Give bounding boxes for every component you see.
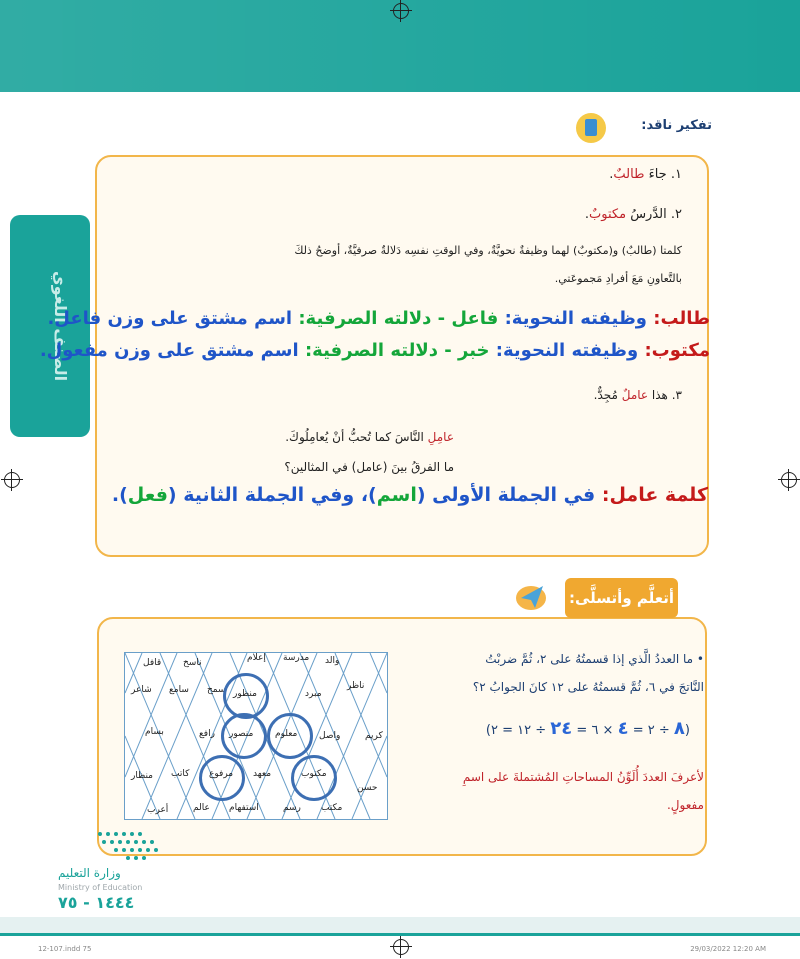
item-1: ١. جاءَ طالبٌ. <box>609 167 682 182</box>
grid-word: سمح <box>207 685 226 695</box>
learn-and-play-title: أتعلَّم وأتسلَّى: <box>565 578 678 618</box>
grid-word: ناسخ <box>183 658 202 668</box>
grid-word: منظور <box>233 689 257 699</box>
grid-word: رسم <box>283 803 301 813</box>
bottom-band <box>0 917 800 936</box>
instruction-line-1: لأعرفَ العددَ أُلَوِّنُ المساحاتِ المُشتملةَ على اسمِ <box>462 770 704 784</box>
grid-word: شاعر <box>131 685 152 695</box>
grid-word: بسام <box>145 727 164 737</box>
ministry-logo-icon <box>96 828 162 866</box>
grid-word: مبرد <box>305 689 322 699</box>
print-file-info: 12-107.indd 75 <box>38 945 92 953</box>
section-title: تفكير ناقد: <box>641 118 712 133</box>
riddle-line-1: • ما العددُ الَّذي إذا قسمتُهُ على ٢، ثُمَّ ضربْتُ <box>485 652 704 666</box>
grid-word: مرفوع <box>209 769 234 779</box>
grid-word: منظار <box>131 771 154 781</box>
grid-word: مكتب <box>321 803 343 813</box>
grid-word: منصور <box>229 729 254 739</box>
item-3-line-2: عامِلِ النَّاسَ كما تُحبُّ أنْ يُعامِلُوكَ. <box>285 430 454 444</box>
item-3-question: ما الفرقُ بينَ (عامل) في المثالين؟ <box>284 460 454 474</box>
grid-word: رافع <box>199 729 215 739</box>
answer-amil: كلمة عامل: في الجملة الأولى (اسم)، وفي الجملة الثانية (فعل). <box>111 484 708 506</box>
prompt-line-1: كلمتا (طالبٌ) و(مكتوبٌ) لهما وظيفةٌ نحويَّةٌ، وفي الوقتِ نفسِه دَلالةٌ صرفيَّةٌ، أوضحُ ذلكَ <box>294 244 682 257</box>
answer-circle <box>267 713 313 759</box>
word-grid <box>124 652 388 820</box>
prompt-line-2: بالتَّعاونِ مَعَ أفرادِ مَجموعَتي. <box>554 272 682 285</box>
registration-mark-icon <box>393 3 409 19</box>
instruction-line-2: مفعولٍ. <box>666 798 704 812</box>
answer-circle <box>199 755 245 801</box>
riddle-line-2: النَّاتجَ في ٦، ثُمَّ قسمتُهُ على ١٢ كانَ الجوابُ ٢؟ <box>472 680 704 694</box>
grid-word: والد <box>325 656 340 666</box>
answer-circle <box>291 755 337 801</box>
item-3: ٣. هذا عاملٌ مُجِدٌّ. <box>593 388 682 402</box>
page-number: ١٤٤٤ - ٧٥ <box>58 893 135 912</box>
grid-word: عالم <box>193 803 210 813</box>
grid-word: كاتب <box>171 769 190 779</box>
grid-word: إعلام <box>247 653 266 663</box>
grid-word: مكتوب <box>301 769 327 779</box>
grid-word: كريم <box>365 731 383 741</box>
grid-word: واصل <box>319 731 341 741</box>
ministry-name: وزارة التعليم <box>58 866 121 880</box>
answer-circle <box>221 713 267 759</box>
answer-talib: طالب: وظيفته النحوية: فاعل - دلالته الصرفية: اسم مشتق على وزن فاعل. <box>47 308 710 329</box>
grid-word: استفهام <box>229 803 259 813</box>
grid-word: معهد <box>253 769 272 779</box>
grid-word: أعرب <box>147 805 169 815</box>
grid-word: قافل <box>143 658 162 668</box>
registration-mark-icon <box>393 939 409 955</box>
answer-maktub: مكتوب: وظيفته النحوية: خبر - دلالته الصرفية: اسم مشتق على وزن مفعول. <box>39 340 710 361</box>
riddle-equation: (٨ ÷ ٢ = ٤ × ٦ = ٢٤ ÷ ١٢ = ٢) <box>485 718 690 739</box>
grid-word: مدرسة <box>283 653 310 663</box>
registration-mark-icon <box>781 472 797 488</box>
grid-word: حسن <box>357 783 378 793</box>
thinking-icon <box>576 113 606 143</box>
grid-word: ناظر <box>347 681 365 691</box>
grid-word: سامع <box>169 685 189 695</box>
grid-word: معلوم <box>275 729 298 739</box>
ministry-name-en: Ministry of Education <box>58 883 143 892</box>
side-tab-label: الصنف اللغوي <box>51 270 70 382</box>
registration-mark-icon <box>4 472 20 488</box>
paper-plane-icon <box>513 580 549 612</box>
item-2: ٢. الدَّرسُ مكتوبٌ. <box>584 207 682 222</box>
print-date-info: 29/03/2022 12:20 AM <box>690 945 766 953</box>
